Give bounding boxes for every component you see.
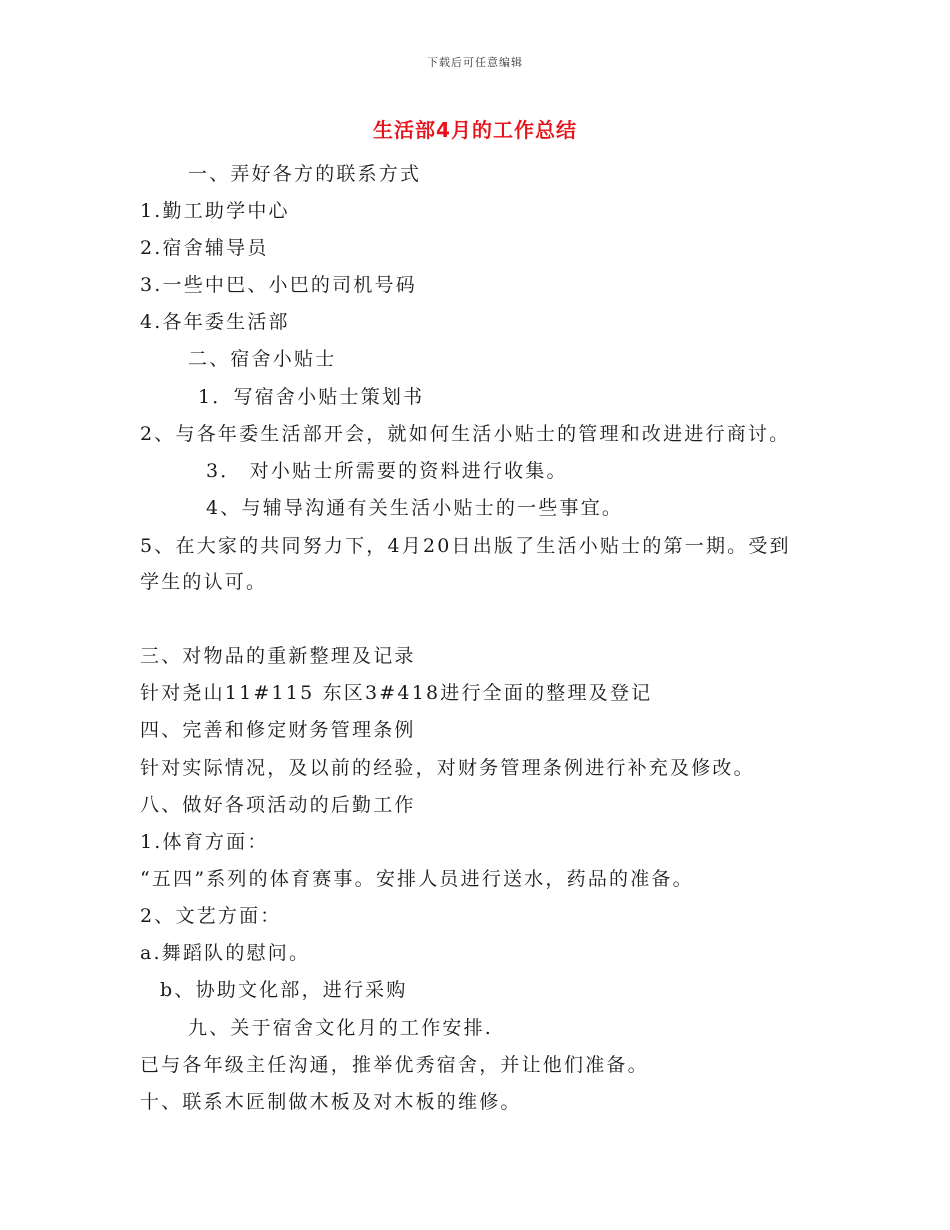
list-item: 5、在大家的共同努力下，4月20日出版了生活小贴士的第一期。受到 [140,535,791,557]
list-item: 4、与辅导沟通有关生活小贴士的一些事宜。 [206,497,624,519]
paragraph: 针对尧山11#115 东区3#418进行全面的整理及登记 [140,682,653,704]
section-heading-9: 九、关于宿舍文化月的工作安排. [188,1017,494,1039]
list-item: 2、文艺方面： [140,905,282,927]
list-item: 2.宿舍辅导员 [140,237,269,259]
section-heading-2: 二、宿舍小贴士 [188,348,337,370]
list-item: 1.体育方面： [140,831,269,853]
section-heading-8: 八、做好各项活动的后勤工作 [140,794,416,816]
document-title: 生活部4月的工作总结 [373,118,577,142]
section-heading-3: 三、对物品的重新整理及记录 [140,645,416,667]
paragraph: 已与各年级主任沟通，推举优秀宿舍，并让他们准备。 [140,1054,649,1076]
list-item: 1.勤工助学中心 [140,200,290,222]
paragraph: 针对实际情况，及以前的经验，对财务管理条例进行补充及修改。 [140,757,755,779]
list-item: 4.各年委生活部 [140,311,290,333]
section-heading-1: 一、弄好各方的联系方式 [188,163,422,185]
section-heading-4: 四、完善和修定财务管理条例 [140,719,416,741]
list-item: 1．写宿舍小贴士策划书 [198,386,425,408]
list-item: a.舞蹈队的慰问。 [140,942,311,964]
header-note: 下载后可任意编辑 [427,56,523,69]
list-item-continuation: 学生的认可。 [140,571,268,593]
list-item: 3.一些中巴、小巴的司机号码 [140,274,417,296]
list-item: b、协助文化部，进行采购 [160,979,408,1001]
section-heading-10: 十、联系木匠制做木板及对木板的维修。 [140,1091,522,1113]
list-item: 2、与各年委生活部开会，就如何生活小贴士的管理和改进进行商讨。 [140,423,791,445]
list-item: 3． 对小贴士所需要的资料进行收集。 [206,460,568,482]
paragraph: “五四”系列的体育赛事。安排人员进行送水，药品的准备。 [140,868,694,890]
